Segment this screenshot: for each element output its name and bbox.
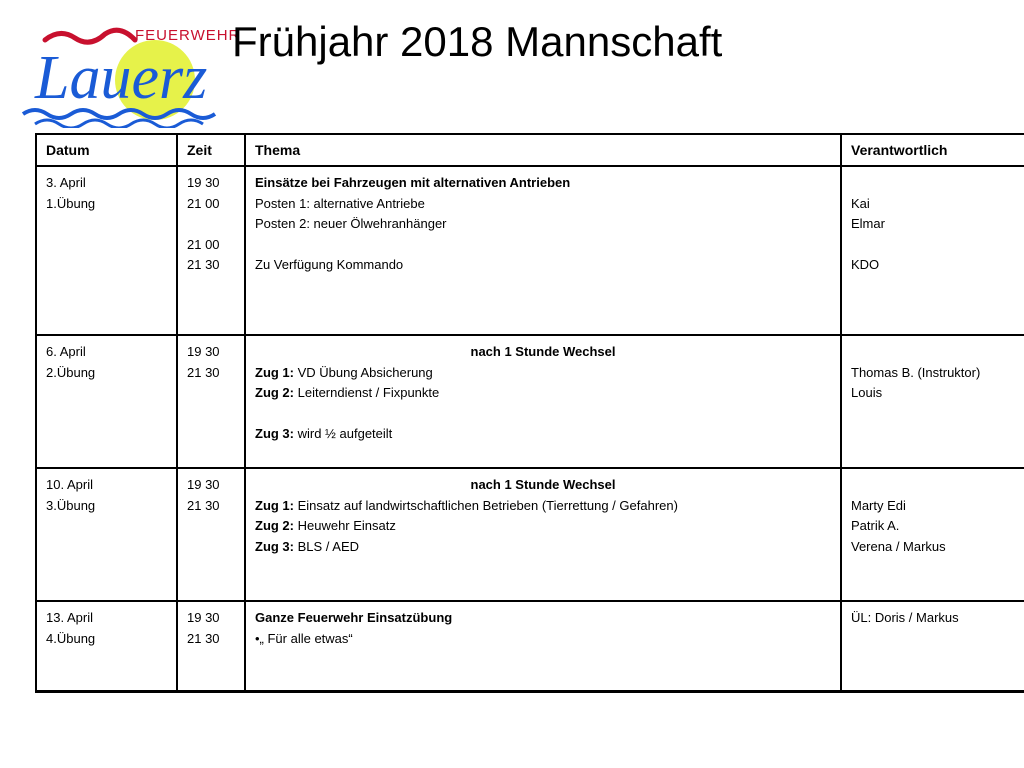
responsible-text: Marty Edi [851,497,906,513]
topic-line [255,424,831,445]
responsible-text: ÜL: Doris / Markus [851,610,959,625]
cell-thema [245,166,841,335]
cell-zeit [177,468,245,601]
responsible-text [851,235,1015,256]
group-label: Zug 1: [255,364,294,380]
time-text: 19 30 [187,175,220,190]
group-task: Einsatz auf landwirtschaftlichen Betrieben (Tierrettung / Gefahren) [294,497,678,513]
cell-verantwortlich [841,166,1024,335]
cell-zeit [177,335,245,468]
exercise-number: 3.Übung [46,497,96,513]
cell-datum [36,166,177,335]
date-text: 6. April [46,344,86,359]
cell-thema [245,335,841,468]
rotation-note: nach 1 Stunde Wechsel [470,477,616,492]
logo-wordmark: Lauerz [35,44,208,112]
responsible-text [851,173,1015,194]
table-row [36,335,1024,468]
page-title: Frühjahr 2018 Mannschaft [232,18,723,65]
time-text: 21 30 [187,630,220,646]
exercise-number: 2.Übung [46,364,96,380]
group-task: wird ½ aufgeteilt [294,426,393,442]
responsible-text: KDO [851,257,880,273]
column-header-datum: Datum [36,134,177,166]
group-task: Heuwehr Einsatz [294,518,396,534]
rotation-note: nach 1 Stunde Wechsel [470,344,616,359]
column-header-zeit: Zeit [177,134,245,166]
group-label: Zug 2: [255,385,294,401]
column-header-thema: Thema [245,134,841,166]
topic-line [255,404,831,425]
group-label: Zug 2: [255,518,294,534]
cell-verantwortlich [841,468,1024,601]
group-task: VD Übung Absicherung [294,364,433,380]
date-text: 3. April [46,175,86,190]
responsible-text: Louis [851,385,883,401]
responsible-text [851,342,1015,363]
cell-zeit [177,601,245,692]
responsible-text: Patrik A. [851,518,900,534]
table-row [36,166,1024,335]
exercise-number: 4.Übung [46,630,96,646]
time-text [187,214,235,235]
time-text: 19 30 [187,477,220,492]
time-text: 21 30 [187,497,220,513]
time-text: 21 00 [187,236,220,252]
time-text: 21 30 [187,364,220,380]
group-label: Zug 3: [255,426,294,442]
logo-wave-2 [35,120,203,128]
date-text: 13. April [46,610,93,625]
topic-heading: Ganze Feuerwehr Einsatzübung [255,610,453,625]
time-text: 21 30 [187,257,220,273]
responsible-text: Kai [851,195,870,211]
topic-line [255,363,831,384]
topic-line [255,537,831,558]
group-task: BLS / AED [294,538,360,554]
date-text: 10. April [46,477,93,492]
topic-line: •„ Für alle etwas“ [255,630,353,646]
topic-line: Posten 1: alternative Antriebe [255,195,425,211]
group-label: Zug 1: [255,497,294,513]
exercise-number: 1.Übung [46,195,96,211]
topic-line: Posten 2: neuer Ölwehranhänger [255,216,447,232]
cell-zeit [177,166,245,335]
group-label: Zug 3: [255,538,294,554]
time-text: 19 30 [187,344,220,359]
cell-datum [36,601,177,692]
time-text: 21 00 [187,195,220,211]
responsible-text [851,475,1015,496]
cell-thema [245,601,841,692]
topic-line [255,496,831,517]
topic-heading: Einsätze bei Fahrzeugen mit alternativen Antrieben [255,175,571,190]
column-header-verantwortlich: Verantwortlich [841,134,1024,166]
cell-datum [36,335,177,468]
topic-line [255,383,831,404]
table-row [36,601,1024,692]
responsible-text: Thomas B. (Instruktor) [851,364,981,380]
topic-line [255,235,831,256]
schedule-table [35,133,1024,693]
group-task: Leiterndienst / Fixpunkte [294,385,440,401]
cell-datum [36,468,177,601]
logo-brand-top: FEUERWEHR [135,27,241,44]
logo-flame-swoosh [45,30,135,42]
time-text: 19 30 [187,610,220,625]
topic-line: Zu Verfügung Kommando [255,257,404,273]
cell-thema [245,468,841,601]
responsible-text: Verena / Markus [851,538,946,554]
table-header-row [36,134,1024,166]
responsible-text: Elmar [851,216,885,232]
cell-verantwortlich [841,601,1024,692]
topic-line [255,516,831,537]
feuerwehr-lauerz-logo [15,10,241,128]
cell-verantwortlich [841,335,1024,468]
table-row [36,468,1024,601]
